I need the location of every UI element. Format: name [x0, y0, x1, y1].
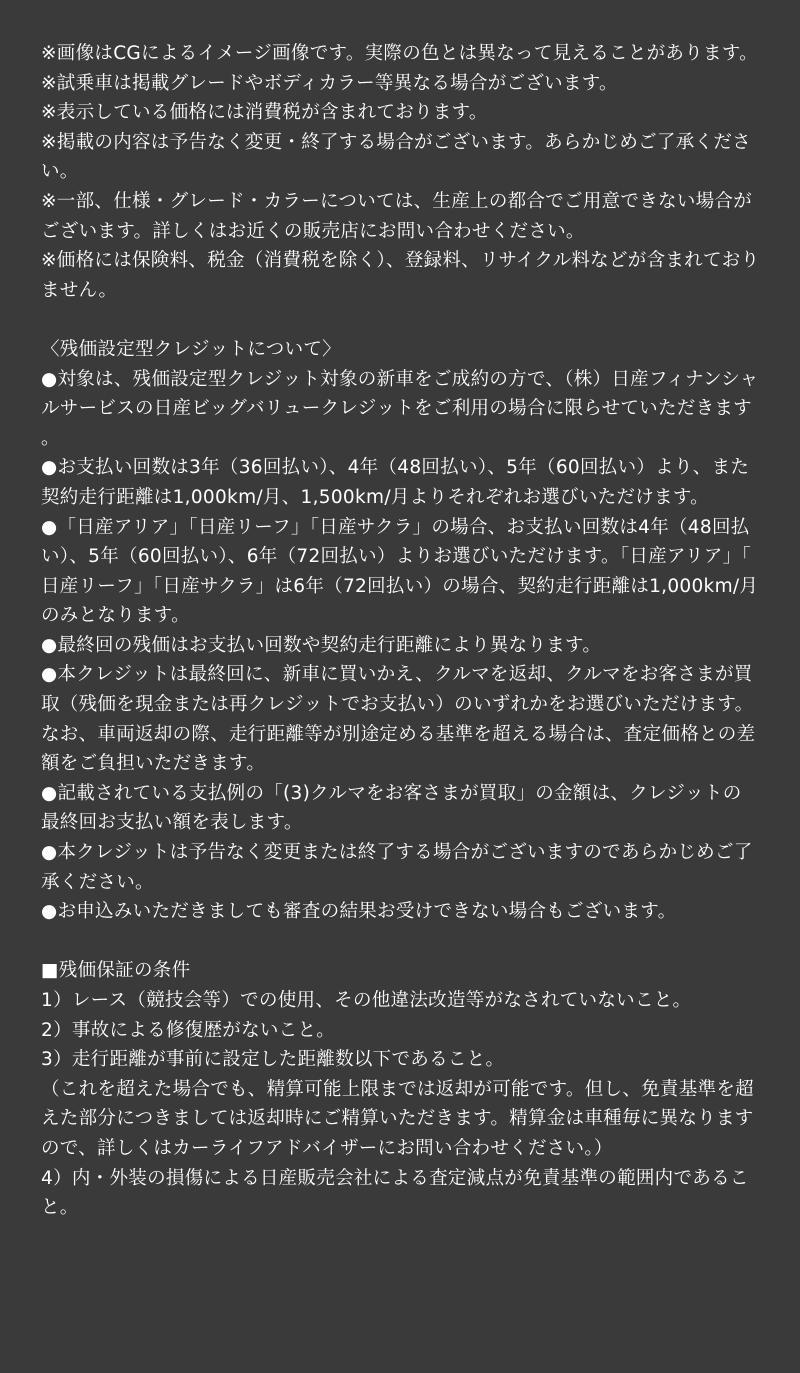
guarantee-item: 2）事故による修復歴がないこと。 [41, 1019, 336, 1041]
notes-section [41, 39, 760, 305]
note-price-exclusions: ※価格には保険料、税金（消費税を除く）、登録料、リサイクル料などが含まれておりません。 [41, 250, 760, 301]
credit-item: ●お支払い回数は3年（36回払い）、4年（48回払い）、5年（60回払い）より、また契約走行距離は1,000km/月、1,500km/月よりそれぞれお選びいただけます。 [41, 457, 750, 508]
note-test-drive: ※試乗車は掲載グレードやボディカラー等異なる場合がございます。 [41, 72, 618, 94]
credit-item: ●本クレジットは予告なく変更または終了する場合がございますのであらかじめご了承ください。 [41, 842, 753, 893]
credit-item: ●記載されている支払例の「(3)クルマをお客さまが買取」の金額は、クレジットの最終回お支払い額を表します。 [41, 782, 742, 834]
credit-item: ●対象は、残価設定型クレジット対象の新車をご成約の方で、（株）日産フィナンシャルサービスの日産ビッグバリュークレジットをご利用の場合に限らせていただきます。 [41, 368, 759, 449]
credit-section [41, 335, 760, 927]
credit-item: ●最終回の残価はお支払い回数や契約走行距離により異なります。 [41, 634, 602, 656]
note-content-change: ※掲載の内容は予告なく変更・終了する場合がございます。あらかじめご了承ください。 [41, 131, 751, 183]
guarantee-item: （これを超えた場合でも、精算可能上限までは返却が可能です。但し、免責基準を超えた部分につきましては返却時にご精算いただきます。精算金は車種毎に異なりますので、詳しくはカーライフアドバイザーにお問い合わせください。） [41, 1078, 754, 1159]
credit-item: ●「日産アリア」「日産リーフ」「日産サクラ」の場合、お支払い回数は4年（48回払い）、5年（60回払い）、6年（72回払い）よりお選びいただけます。「日産アリア」「日産リーフ」「日産サクラ」は6年（72回払い）の場合、契約走行距離は1,000km/月のみとなります。 [41, 516, 759, 627]
section-spacer [41, 305, 760, 335]
guarantee-item: 1）レース（競技会等）での使用、その他違法改造等がなされていないこと。 [41, 990, 692, 1011]
guarantee-item: 3）走行距離が事前に設定した距離数以下であること。 [41, 1049, 505, 1071]
guarantee-heading: ■残価保証の条件 [41, 960, 191, 982]
credit-heading: 〈残価設定型クレジットについて〉 [41, 338, 341, 360]
note-cg-image: ※画像はCGによるイメージ画像です。実際の色とは異なって見えることがあります。 [41, 43, 758, 64]
section-spacer [41, 927, 760, 957]
credit-item: ●本クレジットは最終回に、新車に買いかえ、クルマを返却、クルマをお客さまが買取（残価を現金または再クレジットでお支払い）のいずれかをお選びいただけます。なお、車両返却の際、走行距離等が別途定める基準を超える場合は、査定価格との差額をご負担いただきます。 [41, 664, 756, 775]
note-tax-included: ※表示している価格には消費税が含まれております。 [41, 102, 488, 124]
credit-item: ●お申込みいただきましても審査の結果お受けできない場合もございます。 [41, 901, 677, 923]
note-availability: ※一部、仕様・グレード・カラーについては、生産上の都合でご用意できない場合がございます。詳しくはお近くの販売店にお問い合わせください。 [41, 190, 753, 242]
guarantee-item: 4）内・外装の損傷による日産販売会社による査定減点が免責基準の範囲内であること。 [41, 1167, 749, 1219]
guarantee-section [41, 956, 760, 1222]
